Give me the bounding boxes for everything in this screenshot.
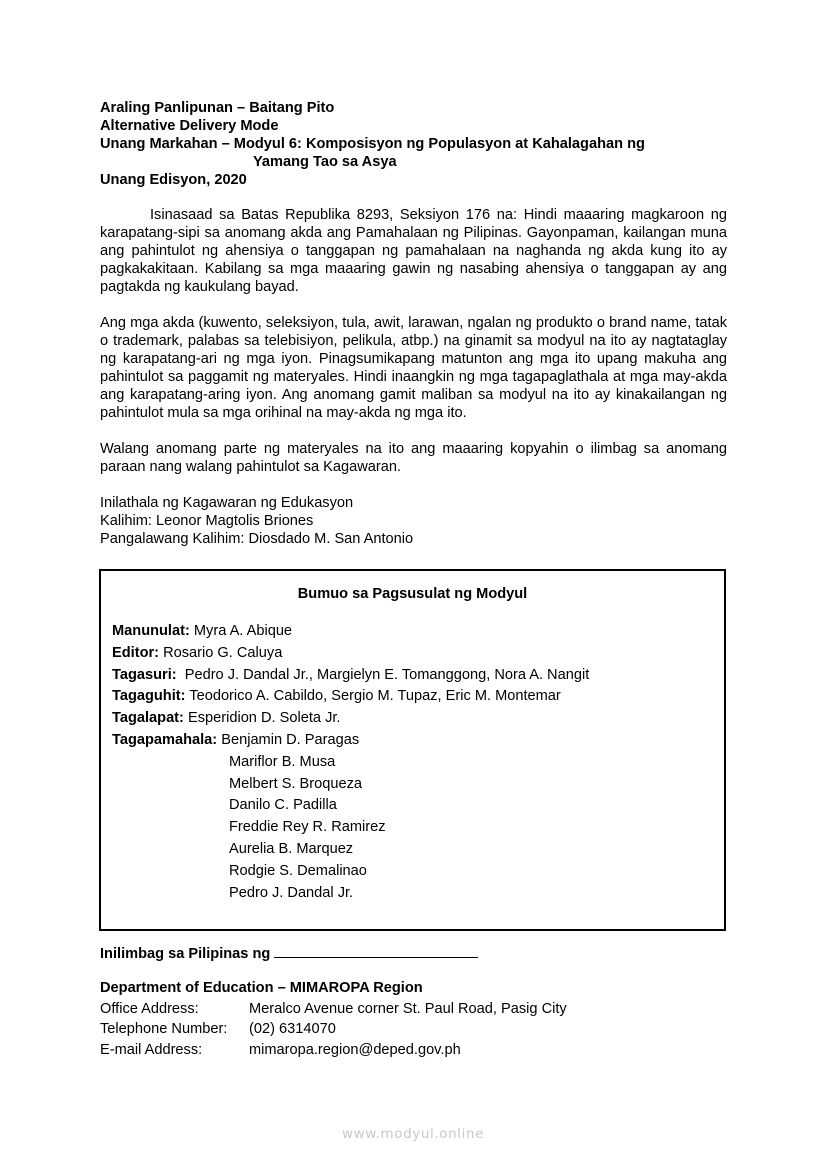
credit-row-illustrators bbox=[112, 686, 714, 708]
management-member: Danilo C. Padilla bbox=[229, 797, 337, 814]
credit-role: Tagasuri: bbox=[112, 666, 177, 683]
undersecretary-line: Pangalawang Kalihim: Diosdado M. San Antonio bbox=[100, 531, 414, 547]
delivery-mode: Alternative Delivery Mode bbox=[100, 118, 279, 134]
credit-names: Myra A. Abique bbox=[193, 623, 293, 639]
reproduction-notice-paragraph: Walang anomang parte ng materyales na ito ang maaaring kopyahin o ilimbag sa anomang paraan nang walang pahintulot sa Kagawaran. bbox=[100, 441, 727, 475]
credits-title: Bumuo sa Pagsusulat ng Modyul bbox=[297, 586, 528, 602]
credit-row-management bbox=[112, 730, 714, 752]
module-credits-box bbox=[99, 569, 726, 931]
credit-names: Benjamin D. Paragas bbox=[221, 731, 360, 748]
contact-value: mimaropa.region@deped.gov.ph bbox=[249, 1041, 461, 1058]
contact-row-email bbox=[100, 1040, 567, 1061]
credit-role: Tagapamahala: bbox=[112, 731, 218, 748]
credit-role: Tagalapat: bbox=[112, 710, 184, 727]
credit-row-writer bbox=[112, 621, 714, 643]
contact-row-address bbox=[100, 999, 567, 1020]
credit-names: Teodorico A. Cabildo, Sergio M. Tupaz, Eric M. Montemar bbox=[189, 688, 561, 705]
management-member: Rodgie S. Demalinao bbox=[229, 862, 367, 879]
third-party-rights-paragraph: Ang mga akda (kuwento, seleksiyon, tula, awit, larawan, ngalan ng produkto o brand name, tatak o trademark, palabas sa telebisiyon, pelikula, atbp.) na ginamit sa modyul na ito ay nagtataglay ng karapatang-ari ng mga iyon. Pinagsumikapang matunton ang mga ito upang makuha ang pahintulot sa paggamit ng materyales. Hindi inaangkin ng mga tagapaglathala at mga may-akda ang karapatang-aring iyon. Ang anomang gamit maliban sa modyul na ito ay kinakailangan ng pahintulot mula sa mga orihinal na may-akda ng mga ito. bbox=[100, 315, 727, 421]
credit-names: Rosario G. Caluya bbox=[163, 644, 283, 661]
credit-role: Manunulat: bbox=[112, 623, 190, 639]
credit-role: Tagaguhit: bbox=[112, 688, 186, 705]
credit-row-reviewers bbox=[112, 665, 714, 687]
contact-info bbox=[100, 978, 567, 1060]
department-name: Department of Education – MIMAROPA Region bbox=[100, 980, 423, 996]
credits-list bbox=[112, 621, 714, 904]
management-member: Melbert S. Broqueza bbox=[229, 775, 363, 792]
contact-label: E-mail Address: bbox=[100, 1041, 203, 1058]
contact-value: Meralco Avenue corner St. Paul Road, Pasig City bbox=[249, 1000, 567, 1017]
contact-label: Office Address: bbox=[100, 1000, 199, 1017]
credit-role: Editor: bbox=[112, 644, 160, 661]
credit-row-layout bbox=[112, 708, 714, 730]
management-member: Freddie Rey R. Ramirez bbox=[229, 819, 386, 836]
module-title: Unang Markahan – Modyul 6: Komposisyon ng Populasyon at Kahalagahan ng bbox=[100, 136, 645, 152]
management-member: Mariflor B. Musa bbox=[229, 753, 336, 770]
watermark: www.modyul.online bbox=[341, 1126, 485, 1142]
document-page bbox=[100, 99, 727, 548]
secretary-line: Kalihim: Leonor Magtolis Briones bbox=[100, 513, 314, 529]
printed-in-line bbox=[100, 943, 478, 962]
contact-value: (02) 6314070 bbox=[249, 1021, 336, 1037]
subject-title: Araling Panlipunan – Baitang Pito bbox=[100, 100, 335, 116]
module-header bbox=[100, 99, 727, 189]
credit-names: Esperidion D. Soleta Jr. bbox=[187, 710, 341, 727]
printed-in-label: Inilimbag sa Pilipinas ng bbox=[100, 946, 271, 962]
printer-blank-line bbox=[274, 943, 478, 958]
module-title-continued: Yamang Tao sa Asya bbox=[253, 154, 397, 170]
credit-names: Pedro J. Dandal Jr., Margielyn E. Tomanggong, Nora A. Nangit bbox=[180, 666, 590, 683]
copyright-notice-paragraph: Isinasaad sa Batas Republika 8293, Seksiyon 176 na: Hindi maaaring magkaroon ng karapatang-sipi sa anomang akda ang Pamahalaan ng Pilipinas. Gayonpaman, kailangan muna ang pahintulot ng ahensiya o tanggapan ng pamahalaan na naghanda ng akda kung ito ay pagkakakitaan. Kabilang sa mga maaaring gawin ng nasabing ahensiya o tanggapan ay ang pagtakda ng kaukulang bayad. bbox=[100, 207, 727, 295]
publisher-info bbox=[100, 494, 727, 548]
edition: Unang Edisyon, 2020 bbox=[100, 172, 247, 188]
credit-row-editor bbox=[112, 643, 714, 665]
contact-row-telephone bbox=[100, 1019, 567, 1040]
publisher-line: Inilathala ng Kagawaran ng Edukasyon bbox=[100, 495, 354, 511]
management-member: Aurelia B. Marquez bbox=[229, 840, 354, 857]
contact-label: Telephone Number: bbox=[100, 1021, 228, 1037]
management-member: Pedro J. Dandal Jr. bbox=[229, 884, 354, 901]
